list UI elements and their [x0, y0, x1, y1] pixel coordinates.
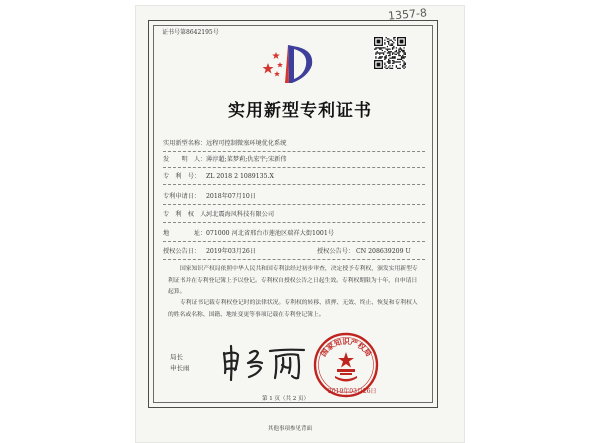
page-info: 第 1 页（共 2 页） [262, 396, 309, 402]
director-signature [218, 343, 312, 381]
field-divider [163, 184, 425, 185]
field-label-patentee: 专 利 权 人： [163, 211, 213, 218]
official-name: 申长雨 [170, 364, 190, 372]
handwritten-note: 1357-8 [387, 6, 428, 23]
field-value-name: 远程可控制微塞环境优化系统 [206, 140, 287, 147]
publication-no-label: 授权公告号： [317, 248, 355, 255]
publication-no-value: CN 208639209 U [356, 248, 411, 255]
field-label-filing-date: 专利申请日： [163, 193, 201, 200]
certificate-number: 证书号第8642195号 [162, 29, 219, 36]
field-label-name: 实用新型名称： [163, 140, 207, 147]
field-divider [163, 204, 425, 205]
seal-date: 2019年03月26日 [328, 388, 377, 395]
field-value-filing-date: 2018年07月10日 [206, 193, 257, 200]
field-divider [163, 259, 425, 260]
field-value-patentee: 河北震海风科技有限公司 [206, 211, 275, 218]
field-divider [163, 241, 425, 242]
cnipa-emblem-icon [258, 41, 326, 87]
page-title: 实用新型专利证书 [228, 101, 372, 121]
field-divider [163, 151, 425, 152]
field-label-patent-no: 专 利 号： [163, 173, 201, 180]
field-label-inventor: 发 明 人： [163, 156, 207, 163]
official-title: 局长 [170, 353, 183, 361]
qr-code-icon [374, 37, 406, 69]
field-value-inventor: 薄淳超;菜梦莉;仇宏宇;宋新伟 [206, 156, 287, 163]
field-divider [163, 222, 425, 223]
statement-paragraph: 专利证书记载专利权登记时的法律状况。专利权的转移、质押、无效、终止、恢复和专利权人的姓名或名称、国籍、地址变更等事项记载在专利登记簿上。 [168, 300, 418, 318]
footer-note: 其他事项参见背面 [268, 426, 313, 432]
field-value-patent-no: ZL 2018 2 1089135.X [206, 173, 274, 180]
grant-date-value: 2019年03月26日 [206, 248, 257, 255]
field-label-address: 地 址： [163, 230, 207, 237]
grant-date-label: 授权公告日： [163, 248, 201, 255]
field-divider [163, 167, 425, 168]
seal-text: 国家知识产权局 [318, 337, 374, 359]
field-value-address: 071000 河北省邢台市莲池区瑞祥大街1001号 [206, 230, 334, 237]
statement-paragraph: 国家知识产权局依照中华人民共和国专利法经过初步审查，决定授予专利权，颁发实用新型专利证书并在专利登记簿上予以登记。专利权自授权公告之日起生效。专利权期限为十年，自申请日起算。 [168, 266, 418, 295]
